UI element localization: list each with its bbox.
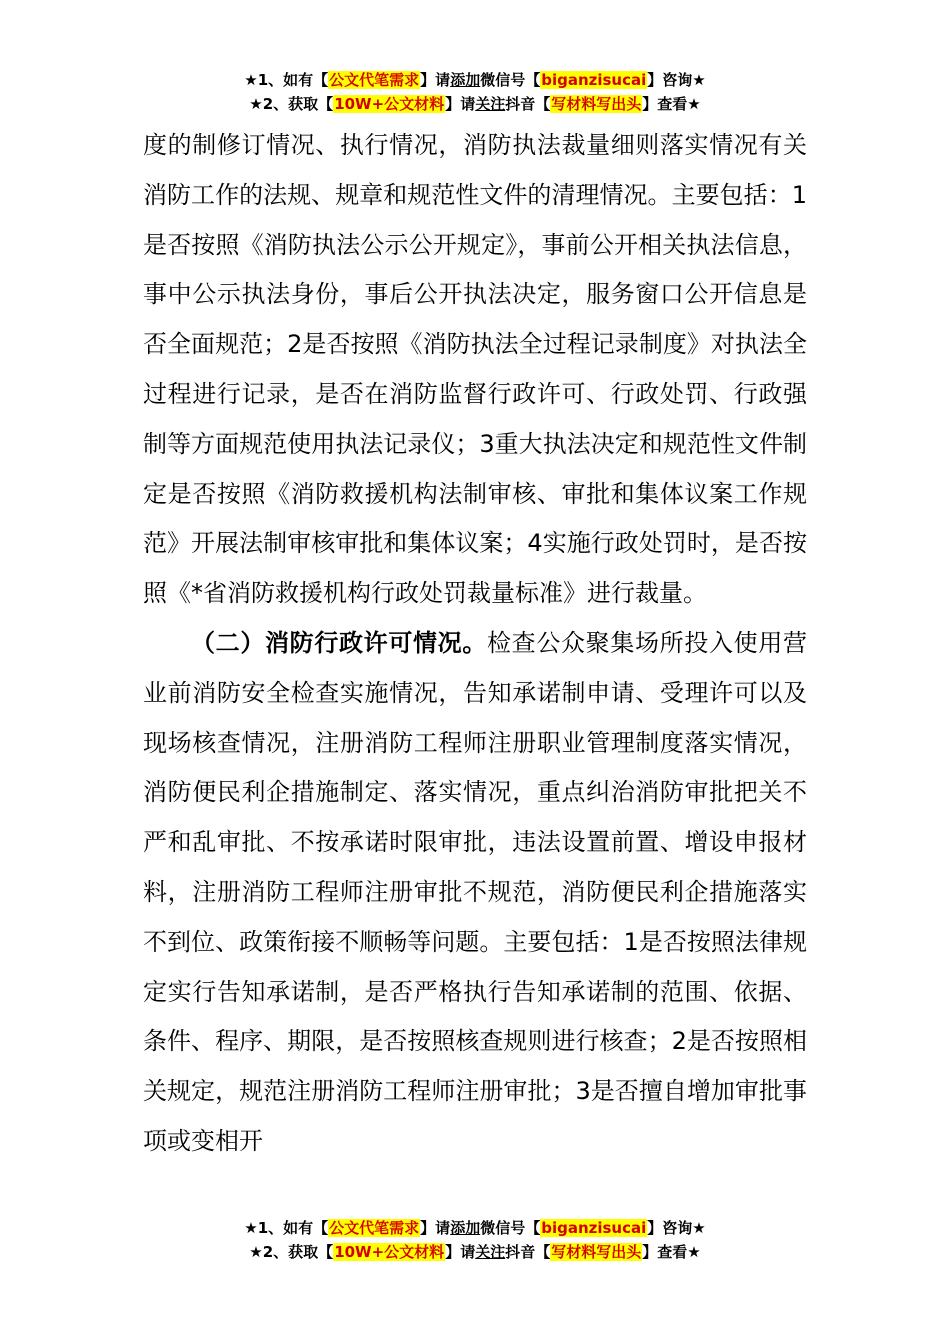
banner-text: 】请 [420,1219,451,1237]
banner-underline: 添加 [450,1219,481,1237]
banner-text: ★2、获取【 [249,95,334,113]
banner-text: ★1、如有【 [244,1219,329,1237]
banner-text: 】请 [445,95,476,113]
banner-text: 】咨询★ [647,1219,706,1237]
header-banner [0,68,950,116]
banner-line-1 [0,68,950,92]
banner-text: 抖音【 [505,1243,551,1261]
banner-text: 】请 [420,71,451,89]
banner-highlight: biganzisucai [541,71,647,89]
banner-text: ★1、如有【 [244,71,329,89]
section-text: 检查公众聚集场所投入使用营业前消防安全检查实施情况，告知承诺制申请、受理许可以及现场核查情况，注册消防工程师注册职业管理制度落实情况，消防便民利企措施制定、落实情况，重点纠治消防审批把关不严和乱审批、不按承诺时限审批，违法设置前置、增设申报材料，注册消防工程师注册审批不规范，消防便民利企措施落实不到位、政策衔接不顺畅等问题。主要包括：1是否按照法律规定实行告知承诺制，是否严格执行告知承诺制的范围、依据、条件、程序、期限，是否按照核查规则进行核查；2是否按照相关规定，规范注册消防工程师注册审批；3是否擅自增加审批事项或变相开 [143,628,807,1155]
banner-text: 】查看★ [642,1243,701,1261]
banner-underline: 关注 [475,95,506,113]
banner-text: 微信号【 [480,1219,541,1237]
banner-text: 】请 [445,1243,476,1261]
paragraph-continued: 度的制修订情况、执行情况，消防执法裁量细则落实情况有关消防工作的法规、规章和规范性文件的清理情况。主要包括：1是否按照《消防执法公示公开规定》，事前公开相关执法信息，事中公示执法身份，事后公开执法决定，服务窗口公开信息是否全面规范；2是否按照《消防执法全过程记录制度》对执法全过程进行记录，是否在消防监督行政许可、行政处罚、行政强制等方面规范使用执法记录仪；3重大执法决定和规范性文件制定是否按照《消防救援机构法制审核、审批和集体议案工作规范》开展法制审核审批和集体议案；4实施行政处罚时，是否按照《*省消防救援机构行政处罚裁量标准》进行裁量。 [143,131,807,608]
banner-text: 】查看★ [642,95,701,113]
banner-highlight: 公文代笔需求 [329,1219,420,1237]
banner-highlight: 10W+公文材料 [334,95,445,113]
document-body [143,121,807,1167]
section-heading: （二）消防行政许可情况。 [191,628,487,657]
banner-line-2 [0,1240,950,1264]
banner-text: 】咨询★ [647,71,706,89]
banner-highlight: 公文代笔需求 [329,71,420,89]
banner-underline: 关注 [475,1243,506,1261]
banner-highlight: 10W+公文材料 [334,1243,445,1261]
footer-banner [0,1216,950,1264]
paragraph-section-2 [143,619,807,1167]
banner-underline: 添加 [450,71,481,89]
banner-highlight: biganzisucai [541,1219,647,1237]
banner-highlight: 写材料写出头 [551,95,642,113]
banner-text: 抖音【 [505,95,551,113]
banner-text: 微信号【 [480,71,541,89]
banner-line-2 [0,92,950,116]
banner-line-1 [0,1216,950,1240]
banner-highlight: 写材料写出头 [551,1243,642,1261]
banner-text: ★2、获取【 [249,1243,334,1261]
